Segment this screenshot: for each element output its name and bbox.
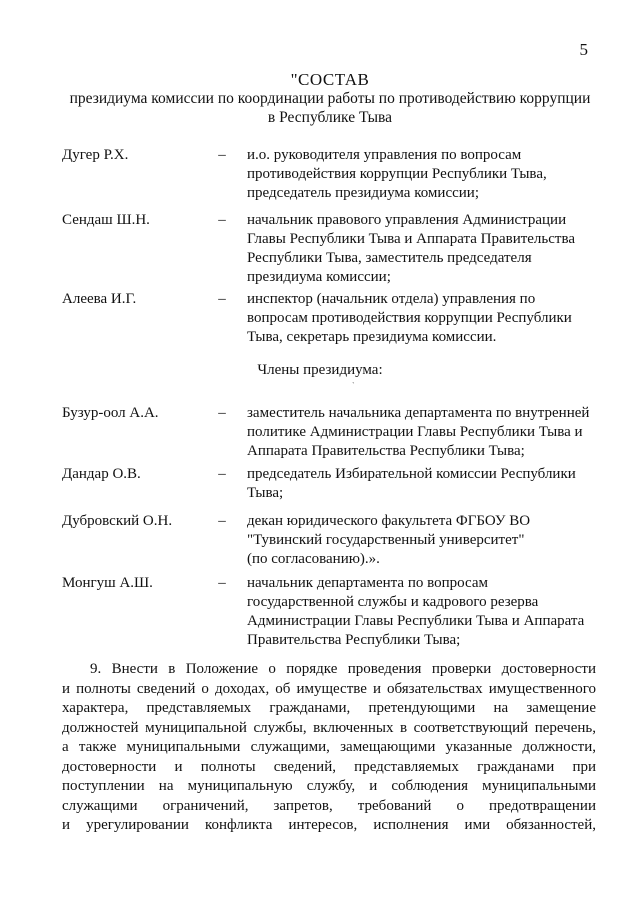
dash-separator: –	[218, 291, 226, 307]
person-name: Монгуш А.Ш.	[62, 575, 153, 591]
role-line: Правительства Республики Тыва;	[247, 632, 461, 648]
paragraph-line: поступлении на муниципальную службу, и соблюдения муниципальными	[62, 778, 596, 794]
role-line: Администрации Главы Республики Тыва и Аппарата	[247, 613, 585, 629]
dash-separator: –	[218, 212, 226, 228]
role-line: инспектор (начальник отдела) управления по	[247, 291, 536, 307]
paragraph-line: характера, представляемых гражданами, претендующими на замещение	[62, 700, 596, 716]
role-line: начальник департамента по вопросам	[247, 575, 488, 591]
page-number: 5	[579, 40, 588, 59]
body-paragraph	[62, 660, 596, 836]
person-name: Сендаш Ш.Н.	[62, 212, 150, 228]
document-title	[50, 70, 610, 127]
role-line: декан юридического факультета ФГБОУ ВО	[247, 513, 531, 529]
role-line: противодействия коррупции Республики Тыва,	[247, 166, 547, 182]
dash-separator: –	[218, 147, 226, 163]
role-line: Главы Республики Тыва и Аппарата Правительства	[247, 231, 576, 247]
role-line: президиума комиссии;	[247, 269, 391, 285]
paragraph-line: и урегулировании конфликта интересов, исполнения ими обязанностей,	[62, 817, 596, 833]
dash-separator: –	[218, 466, 226, 482]
title-heading: "СОСТАВ	[290, 70, 370, 89]
person-name: Дандар О.В.	[62, 466, 141, 482]
paragraph-line: 9. Внести в Положение о порядке проведения проверки достоверности	[90, 661, 596, 677]
paragraph-line: служащими ограничений, запретов, требований о предотвращении	[62, 797, 596, 814]
role-line: политике Администрации Главы Республики Тыва и	[247, 424, 583, 440]
role-line: и.о. руководителя управления по вопросам	[247, 147, 522, 163]
scan-mark: ˋ	[352, 381, 355, 390]
dash-separator: –	[218, 513, 226, 529]
role-line: "Тувинский государственный университет"	[247, 532, 525, 548]
person-role	[247, 512, 592, 569]
role-line: Аппарата Правительства Республики Тыва;	[247, 443, 525, 459]
role-line: начальник правового управления Администрации	[247, 212, 567, 228]
title-subline: президиума комиссии по координации работы по противодействию коррупции	[69, 90, 591, 107]
person-role	[247, 574, 592, 650]
role-line: Республики Тыва, заместитель председателя	[247, 250, 532, 266]
role-line: вопросам противодействия коррупции Республики	[247, 310, 572, 326]
role-line: председатель Избирательной комиссии Республики	[247, 466, 576, 482]
person-name: Дугер Р.Х.	[62, 147, 129, 163]
paragraph-line: достоверности и полноты сведений, представляемых гражданами при	[62, 758, 596, 775]
paragraph-line: а также муниципальными служащими, замещающими указанные должности,	[62, 739, 596, 755]
dash-separator: –	[218, 405, 226, 421]
dash-separator: –	[218, 575, 226, 591]
person-role	[247, 146, 592, 203]
role-line: Тыва;	[247, 485, 284, 501]
person-name: Бузур-оол А.А.	[62, 405, 159, 421]
role-line: (по согласованию).».	[247, 551, 380, 567]
role-line: заместитель начальника департамента по внутренней	[247, 405, 590, 421]
person-role	[247, 211, 592, 287]
person-role	[247, 404, 592, 461]
person-role	[247, 465, 592, 503]
person-role	[247, 290, 592, 347]
role-line: государственной службы и кадрового резерва	[247, 594, 539, 610]
role-line: председатель президиума комиссии;	[247, 185, 479, 201]
person-name: Дубровский О.Н.	[62, 513, 173, 529]
members-section-heading: Члены президиума:	[257, 362, 383, 378]
title-subline: в Республике Тыва	[267, 109, 393, 126]
paragraph-line: должностей муниципальной службы, включенных в соответствующий перечень,	[62, 719, 596, 736]
person-name: Алеева И.Г.	[62, 291, 137, 307]
paragraph-line: и полноты сведений о доходах, об имуществе и обязательствах имущественного	[62, 680, 596, 697]
role-line: Тыва, секретарь президиума комиссии.	[247, 329, 497, 345]
